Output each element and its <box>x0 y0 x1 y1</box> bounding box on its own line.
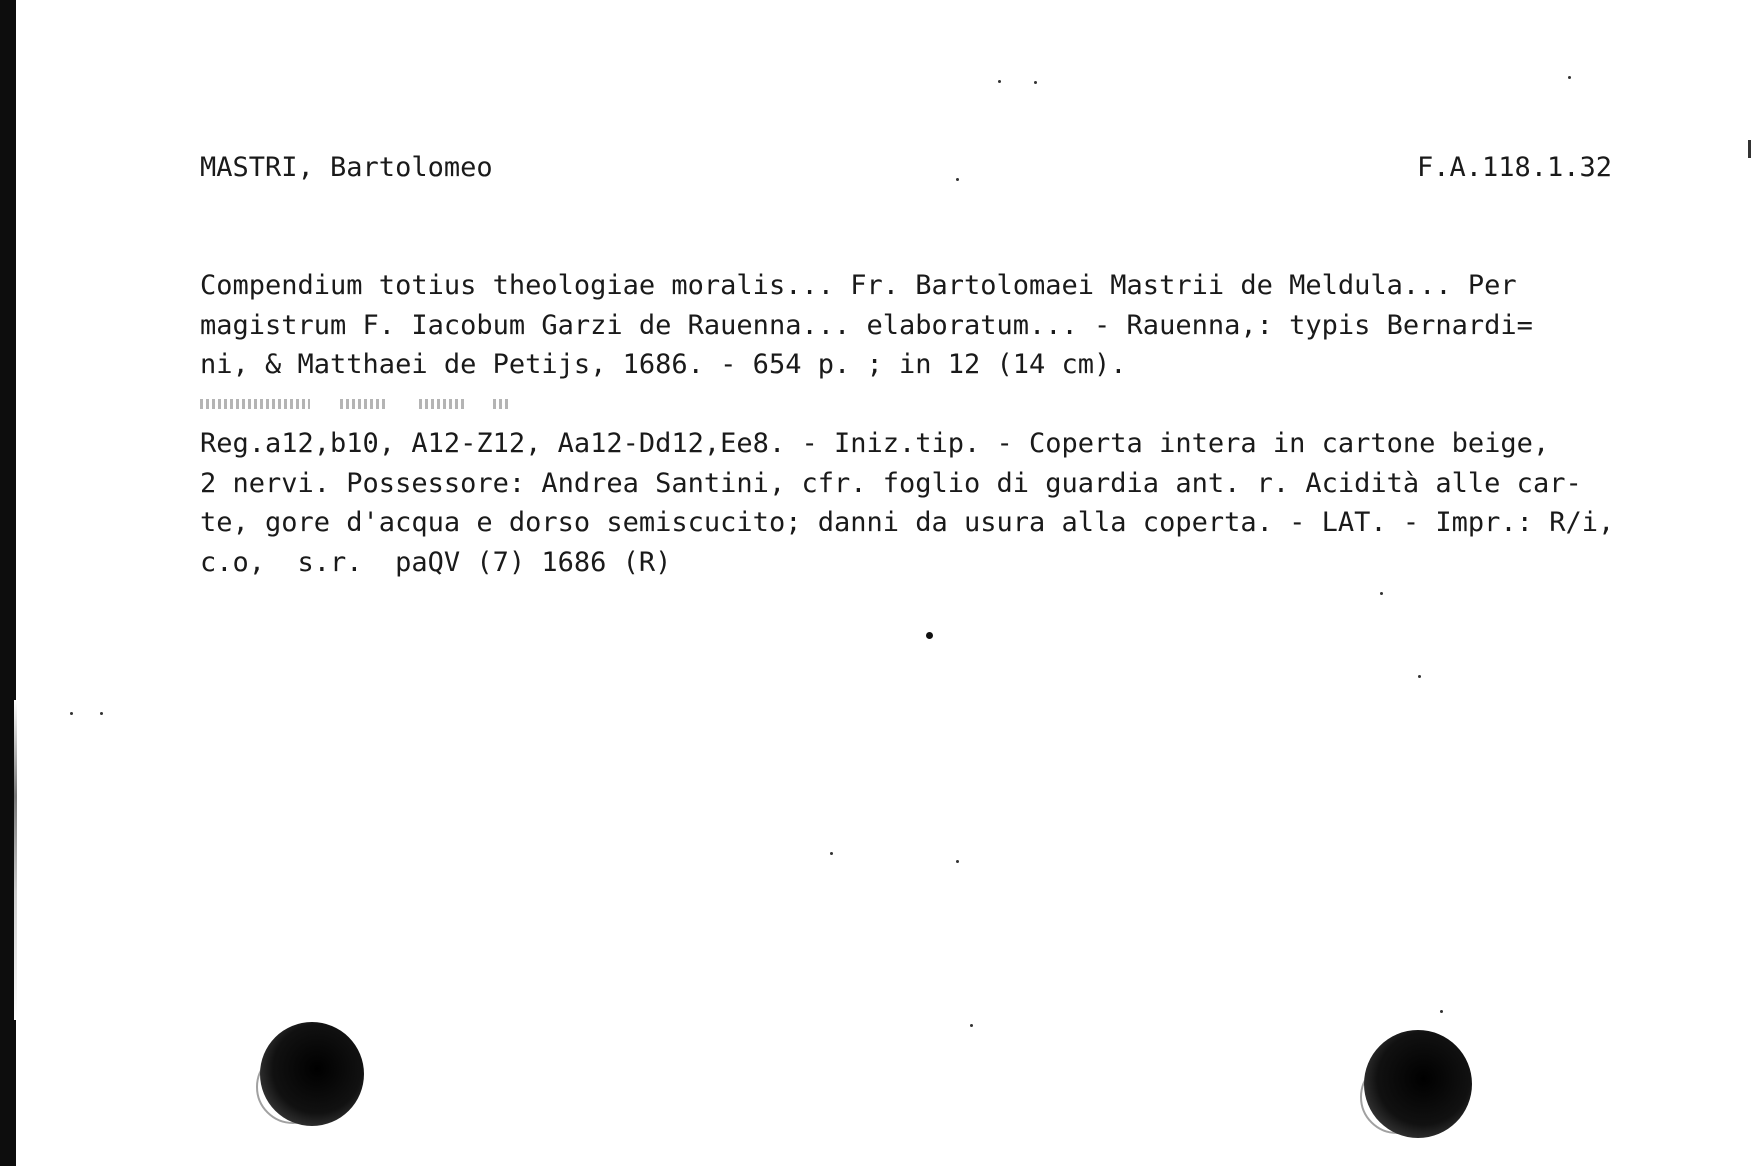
description-line: te, gore d'acqua e dorso semiscucito; danni da usura alla coperta. - LAT. - Impr.: R/i, <box>200 507 1615 538</box>
description-line: ni, & Matthaei de Petijs, 1686. - 654 p. ; in 12 (14 cm). <box>200 349 1127 380</box>
scan-speck <box>830 852 833 855</box>
scan-speck <box>998 80 1001 83</box>
scan-speck <box>1380 592 1383 595</box>
scan-speck <box>100 712 103 715</box>
erased-text-fragment <box>200 399 310 409</box>
scan-edge-streak <box>14 700 17 1020</box>
scan-speck <box>1418 675 1421 678</box>
scan-speck <box>956 860 959 863</box>
erased-text-fragment <box>419 399 467 409</box>
description-line: Compendium totius theologiae moralis... Fr. Bartolomaei Mastrii de Meldula... Per <box>200 270 1517 301</box>
description-line: magistrum F. Iacobum Garzi de Rauenna... elaboratum... - Rauenna,: typis Bernardi= <box>200 309 1533 341</box>
punch-hole-right <box>1364 1030 1472 1138</box>
punch-hole-left <box>260 1022 364 1126</box>
shelfmark: F.A.118.1.32 <box>1417 152 1613 183</box>
scan-speck <box>956 178 959 181</box>
bibliographic-description <box>200 266 1650 582</box>
scan-speck <box>970 1024 973 1027</box>
scan-speck <box>1440 1010 1443 1013</box>
erased-line <box>200 385 1650 425</box>
scan-dot <box>926 632 933 639</box>
author-heading: MASTRI, Bartolomeo <box>200 152 493 183</box>
description-line: c.o, s.r. paQV (7) 1686 (R) <box>200 546 672 578</box>
scan-speck <box>1568 76 1571 79</box>
scan-speck <box>1034 81 1037 84</box>
scan-left-edge <box>0 0 16 1166</box>
scan-speck <box>70 712 73 715</box>
description-line: Reg.a12,b10, A12-Z12, Aa12-Dd12,Ee8. - Iniz.tip. - Coperta intera in cartone beige, <box>200 428 1550 459</box>
erased-text-fragment <box>493 399 511 409</box>
description-line: 2 nervi. Possessore: Andrea Santini, cfr. foglio di guardia ant. r. Acidità alle car- <box>200 467 1582 499</box>
erased-text-fragment <box>340 399 388 409</box>
